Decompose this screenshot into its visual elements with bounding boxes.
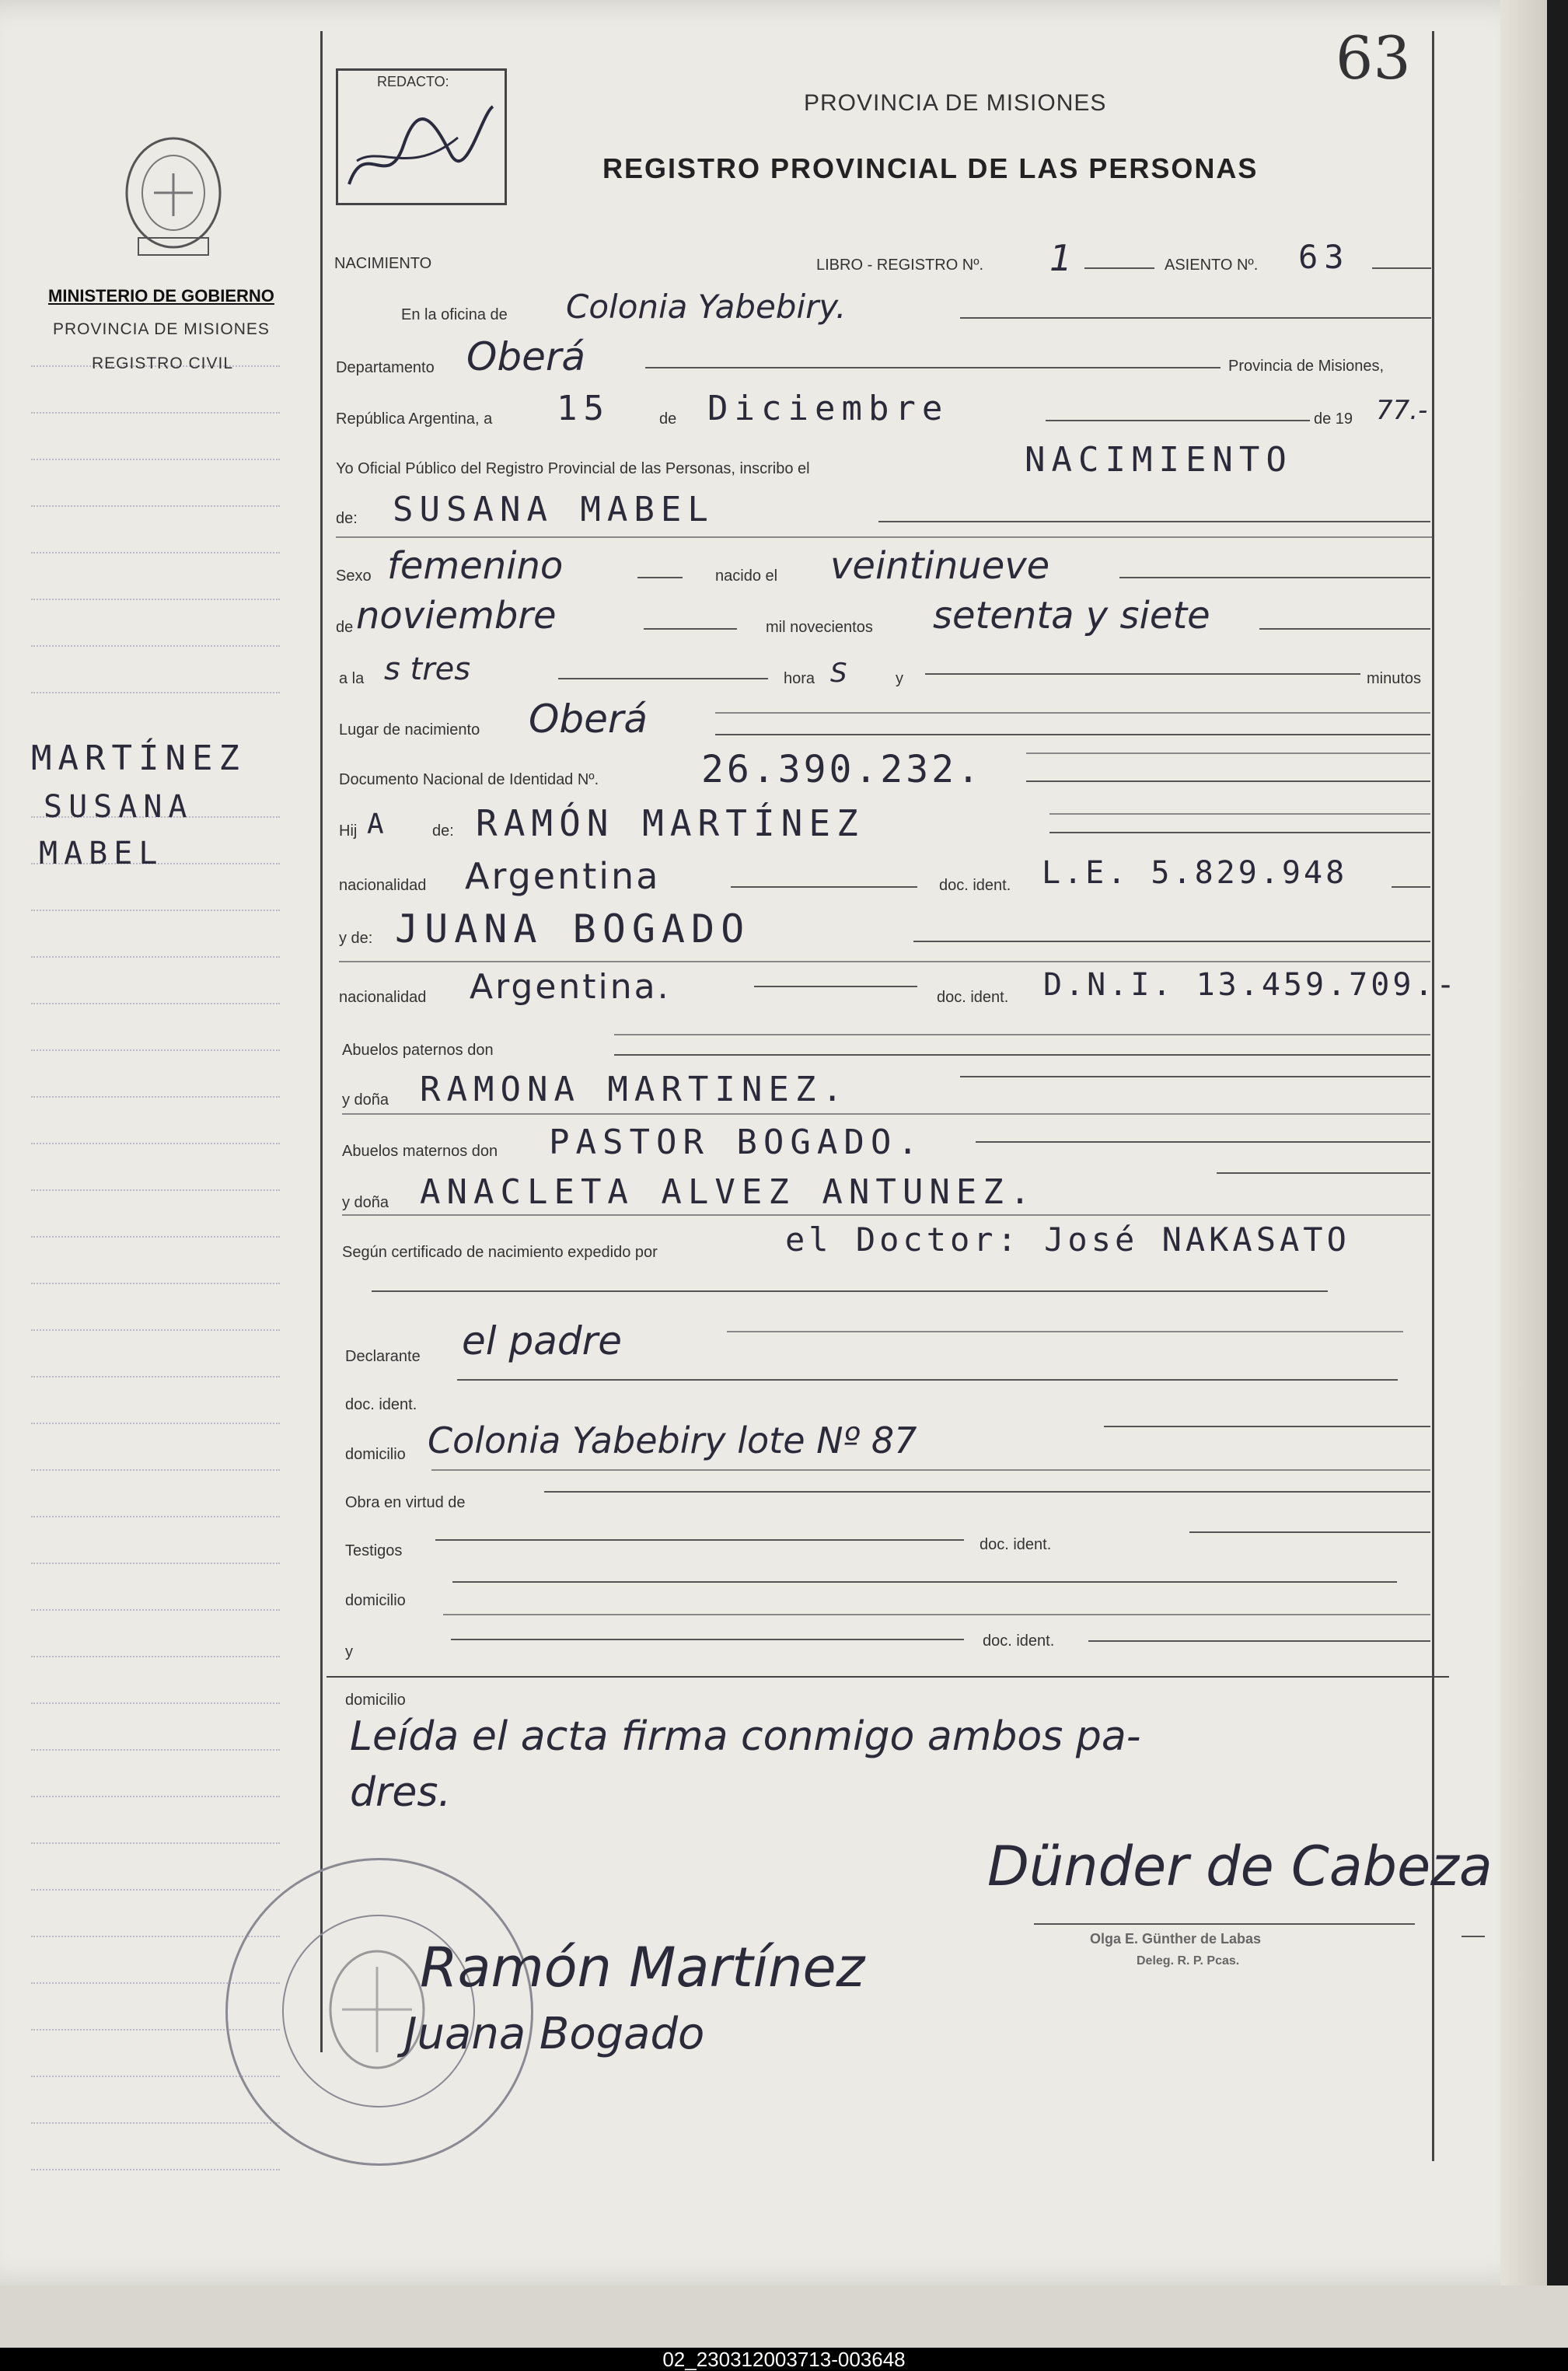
margin-middlename: MABEL xyxy=(39,836,164,871)
padre-doc-label: doc. ident. xyxy=(939,877,1011,894)
certificado-value: el Doctor: José NAKASATO xyxy=(785,1220,1350,1259)
minutos-label: minutos xyxy=(1367,670,1422,687)
testigo1-doc-label: doc. ident. xyxy=(980,1536,1052,1553)
madre-value: JUANA BOGADO xyxy=(395,906,751,952)
obra-label: Obra en virtud de xyxy=(345,1494,466,1511)
testigo2-domicilio-label: domicilio xyxy=(345,1692,406,1709)
closing-line2: dres. xyxy=(350,1769,451,1816)
oficina-value: Colonia Yabebiry. xyxy=(566,288,847,326)
redacto-signature xyxy=(341,91,497,200)
domicilio-label: domicilio xyxy=(345,1446,406,1463)
registry-title: REGISTRO PROVINCIAL DE LAS PERSONAS xyxy=(602,152,1259,184)
departamento-label: Departamento xyxy=(336,359,435,376)
father-signature: Ramón Martínez xyxy=(420,1936,865,1999)
abuela-pat-label: y doña xyxy=(342,1091,389,1109)
ala-label: a la xyxy=(339,670,365,687)
de2-label: de xyxy=(336,619,354,636)
birth-month-value: noviembre xyxy=(356,594,557,637)
testigos-label: Testigos xyxy=(345,1542,403,1559)
declarante-value: el padre xyxy=(462,1318,622,1364)
ministry-crest-icon xyxy=(115,131,232,263)
dni-label: Documento Nacional de Identidad Nº. xyxy=(339,771,599,788)
y-label: y xyxy=(896,670,903,687)
declarante-label: Declarante xyxy=(345,1348,421,1365)
madre-nac-label: nacionalidad xyxy=(339,989,427,1006)
left-border-line xyxy=(320,31,323,2052)
redacto-label: REDACTO: xyxy=(377,74,449,89)
year-label: de 19 xyxy=(1314,410,1353,428)
departamento-value: Oberá xyxy=(466,334,586,379)
madre-nac-value: Argentina. xyxy=(470,967,671,1007)
bottom-strip xyxy=(0,2285,1568,2348)
libro-value: 1 xyxy=(1049,237,1073,279)
lugar-label: Lugar de nacimiento xyxy=(339,721,480,739)
official-title: Deleg. R. P. Pcas. xyxy=(1137,1954,1240,1968)
asiento-label: ASIENTO Nº. xyxy=(1165,257,1259,274)
republica-label: República Argentina, a xyxy=(336,410,493,428)
de-label: de xyxy=(659,410,677,428)
sexo-label: Sexo xyxy=(336,567,372,585)
abuela-pat-value: RAMONA MARTINEZ. xyxy=(420,1070,849,1109)
hijo-label: Hij xyxy=(339,822,358,840)
mil-label: mil novecientos xyxy=(766,619,873,636)
testigo1-domicilio-label: domicilio xyxy=(345,1592,406,1609)
madre-doc-label: doc. ident. xyxy=(937,989,1009,1006)
certificado-label: Según certificado de nacimiento expedido por xyxy=(342,1244,658,1261)
yo-oficial-label: Yo Oficial Público del Registro Provincial de las Personas, inscribo el xyxy=(336,460,810,477)
hijo-de-label: de: xyxy=(432,822,454,840)
official-signature: Dünder de Cabeza xyxy=(987,1835,1493,1898)
page-number: 63 xyxy=(1336,23,1411,93)
hijo-suffix: A xyxy=(367,808,390,840)
padre-doc-value: L.E. 5.829.948 xyxy=(1042,855,1348,891)
ministry-province: PROVINCIA DE MISIONES xyxy=(53,320,270,338)
asiento-value: 63 xyxy=(1298,238,1350,276)
abuelo-mat-value: PASTOR BOGADO. xyxy=(549,1123,924,1162)
libro-label: LIBRO - REGISTRO Nº. xyxy=(816,257,984,274)
abuelos-pat-label: Abuelos paternos don xyxy=(342,1042,494,1059)
province-header: PROVINCIA DE MISIONES xyxy=(804,90,1107,116)
inscribo-value: NACIMIENTO xyxy=(1025,440,1293,480)
closing-line1: Leída el acta firma conmigo ambos pa- xyxy=(350,1713,1141,1760)
testigo2-doc-label: doc. ident. xyxy=(983,1632,1055,1650)
hours-value: s tres xyxy=(384,651,471,687)
padre-nac-label: nacionalidad xyxy=(339,877,427,894)
dni-value: 26.390.232. xyxy=(701,748,983,791)
y2-label: y xyxy=(345,1643,353,1660)
abuelos-mat-label: Abuelos maternos don xyxy=(342,1143,498,1160)
ministry-registry: REGISTRO CIVIL xyxy=(92,354,234,372)
nacido-value: veintinueve xyxy=(830,544,1050,588)
domicilio-value: Colonia Yabebiry lote Nº 87 xyxy=(428,1419,917,1461)
padre-value: RAMÓN MARTÍNEZ xyxy=(476,802,864,844)
image-id-footer: 02_230312003713-003648 xyxy=(0,2348,1568,2371)
month-value: Diciembre xyxy=(707,389,949,428)
ministry-title: MINISTERIO DE GOBIERNO xyxy=(48,286,274,306)
redacto-box xyxy=(336,68,507,205)
horas-suffix: S xyxy=(830,658,847,689)
sexo-value: femenino xyxy=(387,544,564,588)
birth-year-value: setenta y siete xyxy=(933,594,1210,637)
horas-label: hora xyxy=(784,670,815,687)
nacido-label: nacido el xyxy=(715,567,778,585)
lugar-value: Oberá xyxy=(529,697,648,742)
provincia-label: Provincia de Misiones, xyxy=(1228,358,1385,375)
madre-doc-value: D.N.I. 13.459.709.- xyxy=(1043,967,1458,1003)
nombre-value: SUSANA MABEL xyxy=(393,490,714,529)
official-name: Olga E. Günther de Labas xyxy=(1090,1931,1262,1947)
page-edge xyxy=(1500,0,1547,2285)
day-value: 15 xyxy=(557,389,610,428)
year-value: 77.- xyxy=(1376,395,1428,426)
nombre-label: de: xyxy=(336,510,358,527)
docident-label: doc. ident. xyxy=(345,1396,417,1413)
madre-label: y de: xyxy=(339,930,373,947)
padre-nac-value: Argentina xyxy=(465,855,661,897)
oficina-label: En la oficina de xyxy=(401,306,508,323)
margin-surname: MARTÍNEZ xyxy=(31,739,246,778)
mother-signature: Juana Bogado xyxy=(404,2009,705,2059)
abuela-mat-label: y doña xyxy=(342,1194,389,1211)
abuela-mat-value: ANACLETA ALVEZ ANTUNEZ. xyxy=(420,1172,1037,1212)
margin-firstname: SUSANA xyxy=(44,789,194,825)
nacimiento-label: NACIMIENTO xyxy=(334,255,432,272)
